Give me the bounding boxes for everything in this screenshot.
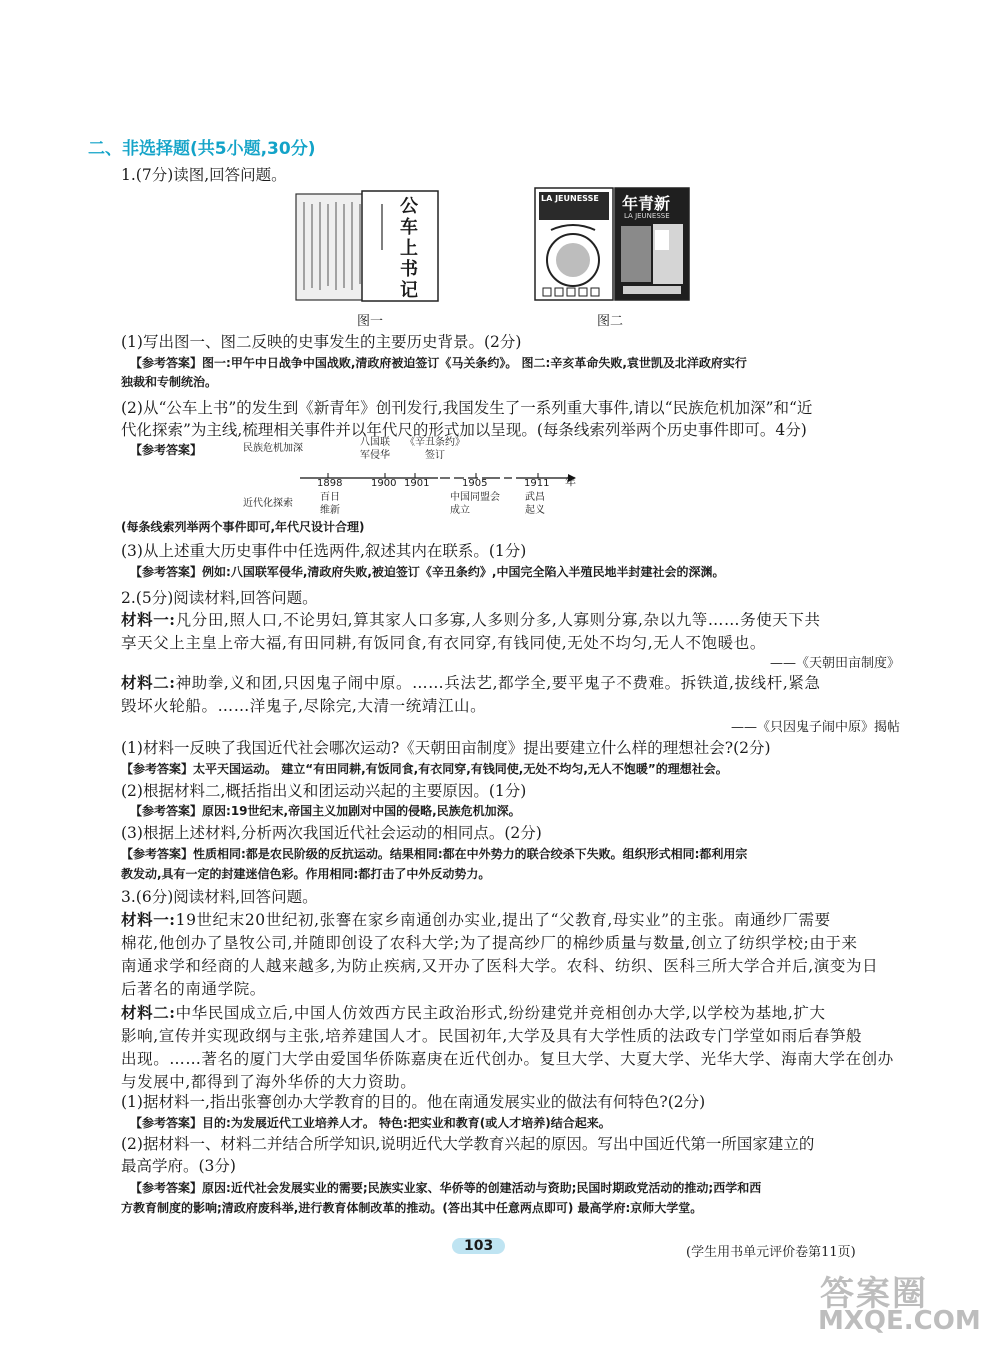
figure-2-masthead-left: LA JEUNESSE xyxy=(541,194,599,203)
q2-sub3: (3)根据上述材料,分析两次我国近代社会运动的相同点。(2分) xyxy=(121,824,542,842)
figure-1-caption: 图一 xyxy=(357,314,384,329)
timeline-year-1905: 1905 xyxy=(462,478,488,489)
q3-material1-line1: 材料一:19世纪末20世纪初,张謇在家乡南通创办实业,提出了“父教育,母实业”的主张。南通纱厂需要 xyxy=(121,910,831,929)
footer-page-info: (学生用书单元评价卷第11页) xyxy=(686,1245,856,1260)
q1-answer2-note: (每条线索列举两个事件即可,年代尺设计合理) xyxy=(121,520,365,534)
timeline-upper-label: 民族危机加深 xyxy=(243,443,303,454)
q3-material2-line3: 出现。……著名的厦门大学由爱国华侨陈嘉庚在近代创办。复旦大学、大夏大学、光华大学、海南大学在创办 xyxy=(121,1050,894,1068)
q1-sub2-line1: (2)从“公车上书”的发生到《新青年》创刊发行,我国发生了一系列重大事件,请以“民族危机加深”和“近 xyxy=(121,399,813,417)
q2-answer2: 【参考答案】原因:19世纪末,帝国主义加剧对中国的侵略,民族危机加深。 xyxy=(130,804,521,818)
q3-sub2-line1: (2)据材料一、材料二并结合所学知识,说明近代大学教育兴起的原因。写出中国近代第一所国家建立的 xyxy=(121,1135,815,1153)
q3-material1-line3: 南通求学和经商的人越来越多,为防止疾病,又开办了医科大学。农科、纺织、医科三所大学合并后,演变为日 xyxy=(121,957,879,975)
timeline-event-eight-nation: 八国联 军侵华 xyxy=(360,437,390,461)
q3-material2-line1: 材料二:中华民国成立后,中国人仿效西方民主政治形式,纷纷建党并竞相创办大学,以学校为基地,扩大 xyxy=(121,1003,826,1022)
figure-1-title: 公 车 上 书 记 xyxy=(400,196,418,301)
q1-answer3: 【参考答案】例如:八国联军侵华,清政府失败,被迫签订《辛丑条约》,中国完全陷入半殖民地半封建社会的深渊。 xyxy=(130,565,725,579)
q2-answer1: 【参考答案】太平天国运动。 建立“有田同耕,有饭同食,有衣同穿,有钱同使,无处不均匀,无人不饱暖”的理想社会。 xyxy=(121,762,728,776)
q2-material1-source: ——《天朝田亩制度》 xyxy=(769,656,900,671)
figure-2-masthead-right-sub: LA JEUNESSE xyxy=(624,212,670,220)
q2-material2-line1: 材料二:神助拳,义和团,只因鬼子闹中原。……兵法艺,都学全,要平鬼子不费难。拆铁道,拔线杆,紧急 xyxy=(121,673,821,692)
q2-material2-line2: 毁坏火轮船。……洋鬼子,尽除完,大清一统靖江山。 xyxy=(121,697,487,715)
q1-answer1-line1: 【参考答案】图一:甲午中日战争中国战败,清政府被迫签订《马关条约》。 图二:辛亥革命失败,袁世凯及北洋政府实行 xyxy=(130,356,747,370)
q2-material1-line2: 享天父上主皇上帝大福,有田同耕,有饭同食,有衣同穿,有钱同使,无处不均匀,无人不饱暖也。 xyxy=(121,634,766,652)
answer-tag: 【参考答案】 xyxy=(130,356,203,370)
q1-sub3: (3)从上述重大历史事件中任选两件,叙述其内在联系。(1分) xyxy=(121,542,527,560)
q2-answer3-line1: 【参考答案】性质相同:都是农民阶级的反抗运动。结果相同:都在中外势力的联合绞杀下失败。组织形式相同:都利用宗 xyxy=(121,847,748,861)
watermark-logo: 答案圈 xyxy=(820,1274,928,1314)
q2-sub2: (2)根据材料二,概括指出义和团运动兴起的主要原因。(1分) xyxy=(121,782,527,800)
q1-sub2-line2: 代化探索”为主线,梳理相关事件并以年代尺的形式加以呈现。(每条线索列举两个历史事件即可。4分) xyxy=(121,421,807,439)
q1-stem: 1.(7分)读图,回答问题。 xyxy=(121,166,287,184)
timeline-year-1901: 1901 xyxy=(404,478,430,489)
timeline-unit: 年 xyxy=(565,475,576,488)
timeline-year-1900: 1900 xyxy=(371,478,397,489)
q3-stem: 3.(6分)阅读材料,回答问题。 xyxy=(121,888,318,906)
timeline-lower-label: 近代化探索 xyxy=(243,498,293,509)
section-title: 二、非选择题(共5小题,30分) xyxy=(88,139,316,159)
timeline-year-1898: 1898 xyxy=(317,478,343,489)
page-number: 103 xyxy=(452,1238,505,1254)
q3-material1-line2: 棉花,他创办了垦牧公司,并随即创设了农科大学;为了提高纱厂的棉纱质量与数量,创立了纺织学校;由于来 xyxy=(121,934,858,952)
timeline-event-tongmenghui: 中国同盟会 成立 xyxy=(450,492,500,516)
q2-material2-source: ——《只因鬼子闹中原》揭帖 xyxy=(730,720,900,735)
q3-material2-line4: 与发展中,都得到了海外华侨的大力资助。 xyxy=(121,1073,417,1091)
timeline-year-1911: 1911 xyxy=(524,478,550,489)
figure-2-masthead-right: 年青新 xyxy=(622,194,671,213)
q1-sub1: (1)写出图一、图二反映的史事发生的主要历史背景。(2分) xyxy=(121,333,522,351)
q3-material2-line2: 影响,宣传并实现政纲与主张,培养建国人才。民国初年,大学及具有大学性质的法政专门学堂如雨后春笋般 xyxy=(121,1027,863,1045)
watermark-url: MXQE.COM xyxy=(818,1306,981,1336)
q2-stem: 2.(5分)阅读材料,回答问题。 xyxy=(121,589,318,607)
q2-sub1: (1)材料一反映了我国近代社会哪次运动?《天朝田亩制度》提出要建立什么样的理想社会?(2分) xyxy=(121,739,771,757)
q2-answer3-line2: 教发动,具有一定的封建迷信色彩。作用相同:都打击了中外反动势力。 xyxy=(121,867,491,881)
q2-material1-line1: 材料一:凡分田,照人口,不论男妇,算其家人口多寡,人多则分多,人寡则分寡,杂以九等……务使天下共 xyxy=(121,610,821,629)
figure-2-caption: 图二 xyxy=(597,314,624,329)
q1-answer2-tag: 【参考答案】 xyxy=(130,443,203,457)
q3-answer2-line1: 【参考答案】原因:近代社会发展实业的需要;民族实业家、华侨等的创建活动与资助;民国时期政党活动的推动;西学和西 xyxy=(130,1181,762,1195)
timeline-event-wuchang: 武昌 起义 xyxy=(525,492,545,516)
q3-sub1: (1)据材料一,指出张謇创办大学教育的目的。他在南通发展实业的做法有何特色?(2分) xyxy=(121,1093,706,1111)
q3-material1-line4: 后著名的南通学院。 xyxy=(121,980,266,998)
timeline-event-xinchou: 《辛丑条约》 签订 xyxy=(405,437,465,461)
q3-answer1: 【参考答案】目的:为发展近代工业培养人才。 特色:把实业和教育(或人才培养)结合起来。 xyxy=(130,1116,611,1130)
q3-answer2-line2: 方教育制度的影响;清政府废科举,进行教育体制改革的推动。(答出其中任意两点即可) 最高学府:京师大学堂。 xyxy=(121,1201,703,1215)
timeline-event-hundred-days: 百日 维新 xyxy=(320,492,340,516)
q1-answer1-line2: 独裁和专制统治。 xyxy=(121,375,218,389)
q3-sub2-line2: 最高学府。(3分) xyxy=(121,1157,236,1175)
